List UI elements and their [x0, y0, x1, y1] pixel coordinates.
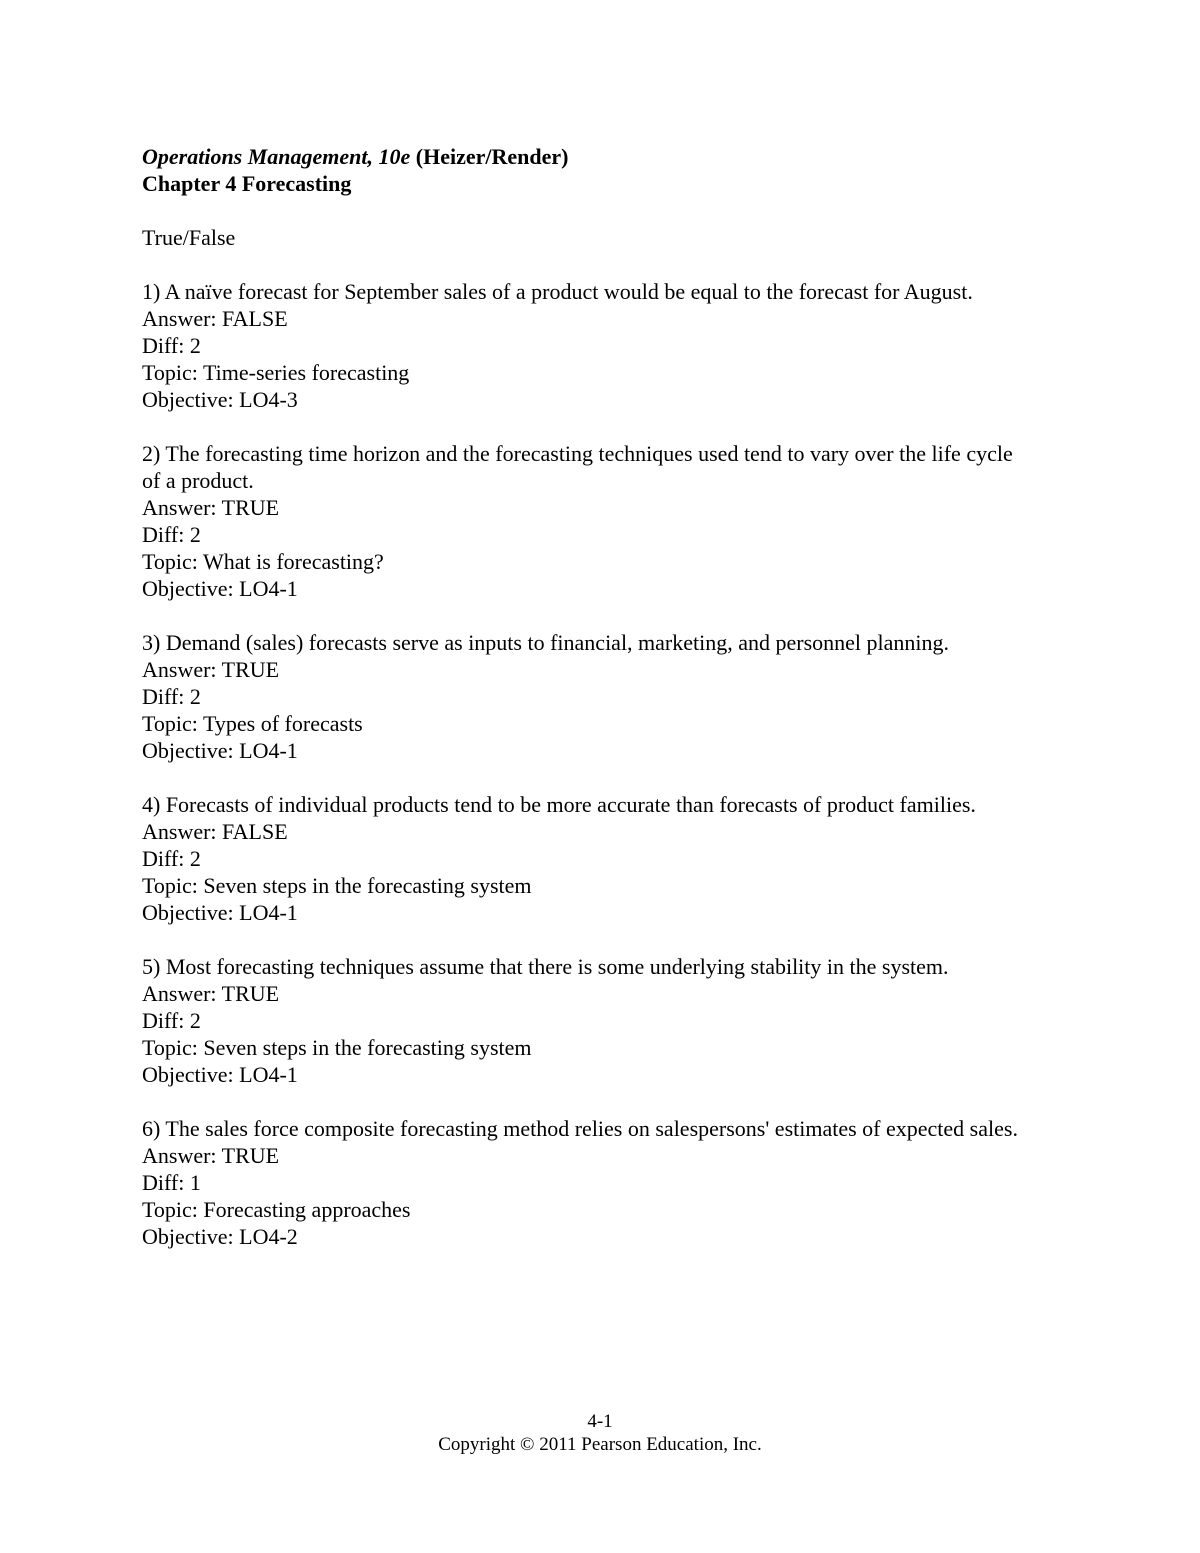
diff-line	[142, 845, 1042, 872]
diff-value: 2	[189, 333, 201, 358]
answer-line	[142, 305, 1042, 332]
topic-line	[142, 710, 1042, 737]
objective-value: LO4-3	[239, 387, 298, 412]
topic-line	[142, 359, 1042, 386]
answer-value: TRUE	[221, 657, 280, 682]
question-text: 6) The sales force composite forecasting method relies on salespersons' estimates of expected sales.	[142, 1116, 1018, 1141]
question-4	[142, 791, 1042, 926]
question-2	[142, 440, 1042, 602]
objective-label: Objective:	[142, 387, 240, 412]
objective-value: LO4-1	[239, 900, 298, 925]
objective-line	[142, 737, 1042, 764]
objective-value: LO4-1	[239, 738, 298, 763]
answer-label: Answer:	[142, 981, 222, 1006]
diff-label: Diff:	[142, 522, 190, 547]
copyright-notice: Copyright © 2011 Pearson Education, Inc.	[438, 1434, 762, 1455]
objective-label: Objective:	[142, 1062, 240, 1087]
topic-value: Seven steps in the forecasting system	[203, 873, 532, 898]
topic-label: Topic:	[142, 1035, 204, 1060]
answer-value: FALSE	[222, 819, 288, 844]
answer-label: Answer:	[142, 657, 222, 682]
topic-value: Types of forecasts	[203, 711, 363, 736]
objective-value: LO4-1	[239, 576, 298, 601]
objective-label: Objective:	[142, 738, 240, 763]
diff-line	[142, 332, 1042, 359]
answer-line	[142, 1142, 1042, 1169]
book-authors: (Heizer/Render)	[415, 144, 569, 169]
diff-value: 2	[189, 1008, 201, 1033]
topic-value: What is forecasting?	[203, 549, 384, 574]
question-3	[142, 629, 1042, 764]
question-6	[142, 1115, 1042, 1250]
chapter-title: Chapter 4 Forecasting	[142, 171, 352, 196]
topic-value: Time-series forecasting	[203, 360, 410, 385]
answer-value: FALSE	[222, 306, 288, 331]
diff-value: 2	[189, 684, 201, 709]
answer-line	[142, 494, 1042, 521]
topic-label: Topic:	[142, 1197, 204, 1222]
topic-line	[142, 1034, 1042, 1061]
question-5	[142, 953, 1042, 1088]
book-title: Operations Management, 10e	[142, 144, 411, 169]
diff-value: 2	[189, 846, 201, 871]
objective-line	[142, 575, 1042, 602]
question-text: 3) Demand (sales) forecasts serve as inputs to financial, marketing, and personnel planning.	[142, 630, 950, 655]
diff-label: Diff:	[142, 684, 190, 709]
objective-line	[142, 899, 1042, 926]
objective-line	[142, 1223, 1042, 1250]
topic-label: Topic:	[142, 360, 203, 385]
diff-line	[142, 521, 1042, 548]
topic-label: Topic:	[142, 549, 203, 574]
diff-label: Diff:	[142, 1008, 190, 1033]
topic-value: Forecasting approaches	[203, 1197, 411, 1222]
diff-value: 1	[189, 1170, 201, 1195]
topic-label: Topic:	[142, 873, 204, 898]
question-text: 2) The forecasting time horizon and the forecasting techniques used tend to vary over the life cycle of a product.	[142, 441, 1013, 493]
answer-value: TRUE	[221, 981, 280, 1006]
answer-value: TRUE	[221, 1143, 280, 1168]
topic-value: Seven steps in the forecasting system	[203, 1035, 532, 1060]
objective-line	[142, 386, 1042, 413]
book-title-line	[142, 143, 1042, 170]
answer-line	[142, 980, 1042, 1007]
diff-label: Diff:	[142, 846, 190, 871]
page-number: 4-1	[587, 1411, 613, 1432]
question-1	[142, 278, 1042, 413]
answer-label: Answer:	[142, 306, 223, 331]
topic-line	[142, 548, 1042, 575]
answer-label: Answer:	[142, 819, 223, 844]
question-list	[142, 278, 1042, 1250]
answer-value: TRUE	[221, 495, 280, 520]
answer-label: Answer:	[142, 1143, 222, 1168]
answer-label: Answer:	[142, 495, 222, 520]
objective-line	[142, 1061, 1042, 1088]
page-content	[142, 143, 1042, 1250]
objective-label: Objective:	[142, 576, 240, 601]
diff-line	[142, 1007, 1042, 1034]
diff-label: Diff:	[142, 1170, 190, 1195]
question-text: 5) Most forecasting techniques assume that there is some underlying stability in the system.	[142, 954, 949, 979]
topic-label: Topic:	[142, 711, 203, 736]
diff-line	[142, 1169, 1042, 1196]
topic-line	[142, 872, 1042, 899]
diff-value: 2	[189, 522, 201, 547]
topic-line	[142, 1196, 1042, 1223]
question-text: 1) A naïve forecast for September sales of a product would be equal to the forecast for August.	[142, 279, 973, 304]
objective-value: LO4-1	[239, 1062, 298, 1087]
diff-line	[142, 683, 1042, 710]
diff-label: Diff:	[142, 333, 190, 358]
objective-label: Objective:	[142, 1224, 240, 1249]
section-label: True/False	[142, 225, 236, 250]
answer-line	[142, 818, 1042, 845]
objective-value: LO4-2	[239, 1224, 298, 1249]
objective-label: Objective:	[142, 900, 240, 925]
answer-line	[142, 656, 1042, 683]
question-text: 4) Forecasts of individual products tend to be more accurate than forecasts of product families.	[142, 792, 976, 817]
